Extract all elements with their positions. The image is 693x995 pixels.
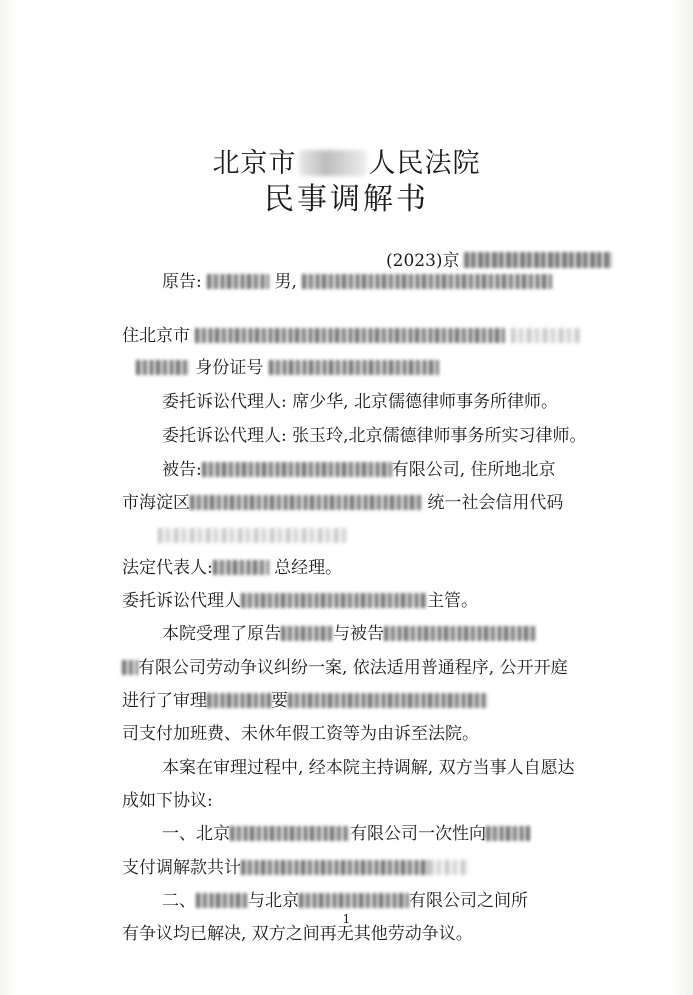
- redacted-company-name: [299, 893, 409, 908]
- redacted-fragment: [122, 660, 138, 675]
- legal-rep-label: 法定代表人:: [122, 558, 213, 578]
- redacted-defendant-agent: [241, 593, 427, 608]
- redacted-id-prefix: [136, 360, 190, 375]
- case-text: 进行了审理: [122, 691, 207, 711]
- redacted-credit-code: [158, 528, 348, 543]
- redacted-plaintiff-birth: [302, 274, 552, 289]
- agreement-text: 支付调解款共计: [122, 858, 241, 878]
- redacted-amount: [241, 860, 429, 875]
- legal-representative-line: [122, 556, 342, 580]
- page-number: 1: [342, 912, 351, 926]
- defendant-address-line: [122, 491, 563, 515]
- agreement-text: 有限公司一次性向: [350, 824, 486, 844]
- redacted-defendant-address: [190, 495, 422, 510]
- credit-code-label: 统一社会信用代码: [427, 493, 564, 513]
- plaintiff-line: [128, 270, 552, 294]
- case-number-prefix: (2023)京: [386, 251, 460, 271]
- redacted-fragment: [207, 693, 271, 708]
- agreement-1-line-2: [122, 856, 469, 880]
- mediation-paragraph-line-1: 本案在审理过程中, 经本院主持调解, 双方当事人自愿达: [162, 758, 575, 778]
- redacted-plaintiff-name: [207, 274, 269, 289]
- redacted-case-number: [464, 252, 612, 268]
- redacted-court-district: [299, 150, 367, 176]
- agreement-text: 一、北京: [162, 824, 230, 844]
- case-paragraph-line-4: 司支付加班费、未休年假工资等为由诉至法院。: [122, 724, 479, 744]
- document-title: 民事调解书: [264, 182, 429, 217]
- redacted-legal-rep-name: [213, 560, 269, 575]
- redacted-id-number: [269, 360, 439, 375]
- defendant-address-prefix: 市海淀区: [122, 493, 190, 513]
- agreement-text: 与北京: [248, 891, 299, 911]
- redacted-defendant-name: [202, 462, 392, 477]
- plaintiff-agent-1: 委托诉讼代理人: 席少华, 北京儒德律师事务所律师。: [162, 392, 558, 412]
- redacted-plaintiff-address: [195, 328, 505, 343]
- case-paragraph-line-3: [122, 689, 488, 713]
- redacted-plaintiff-name: [196, 893, 248, 908]
- plaintiff-agent-2: 委托诉讼代理人: 张玉玲,北京儒德律师事务所实习律师。: [162, 426, 587, 446]
- plaintiff-id-label: 身份证号: [195, 358, 264, 378]
- redacted-claim-details: [288, 693, 488, 708]
- defendant-agent-label: 委托诉讼代理人: [122, 591, 241, 611]
- plaintiff-gender: 男,: [274, 272, 297, 292]
- document-header: [0, 148, 693, 220]
- case-text: 本院受理了原告: [162, 624, 281, 644]
- mediation-paragraph-line-2: 成如下协议:: [122, 791, 213, 811]
- plaintiff-address-prefix: 住北京市: [122, 326, 190, 346]
- redacted-plaintiff-name: [486, 826, 530, 841]
- court-name-prefix: 北京市: [212, 148, 297, 179]
- agreement-2-line-1: [128, 889, 528, 913]
- agreement-2-line-2: 有争议均已解决, 双方之间再无其他劳动争议。: [122, 924, 473, 944]
- court-name-suffix: 人民法院: [368, 148, 481, 179]
- defendant-line: [128, 458, 556, 482]
- case-text: 与被告: [333, 624, 384, 644]
- case-text: 要: [271, 691, 288, 711]
- redacted-defendant-name: [384, 626, 536, 641]
- defendant-name-suffix: 有限公司, 住所地北京: [391, 460, 556, 480]
- defendant-label: 被告:: [162, 460, 202, 480]
- court-name: [0, 148, 693, 180]
- case-text: 有限公司劳动争议纠纷一案, 依法适用普通程序, 公开开庭: [138, 658, 568, 678]
- redacted-company-name: [230, 826, 350, 841]
- agreement-1-line-1: [128, 822, 530, 846]
- case-paragraph-line-2: [122, 656, 568, 680]
- defendant-agent-title: 主管。: [427, 591, 478, 611]
- defendant-agent-line: [122, 589, 478, 613]
- redacted-amount-tail: [429, 860, 469, 875]
- agreement-text: 有限公司之间所: [409, 891, 528, 911]
- plaintiff-label: 原告:: [162, 272, 202, 292]
- agreement-text: 二、: [162, 891, 196, 911]
- credit-code-line: [158, 524, 348, 548]
- case-paragraph-line-1: [128, 622, 536, 646]
- redacted-plaintiff-name: [281, 626, 333, 641]
- legal-rep-title: 总经理。: [274, 558, 343, 578]
- plaintiff-id-line: [136, 356, 439, 380]
- redacted-plaintiff-address-tail: [511, 328, 581, 343]
- plaintiff-address-line: [122, 324, 581, 348]
- case-number: [386, 246, 612, 271]
